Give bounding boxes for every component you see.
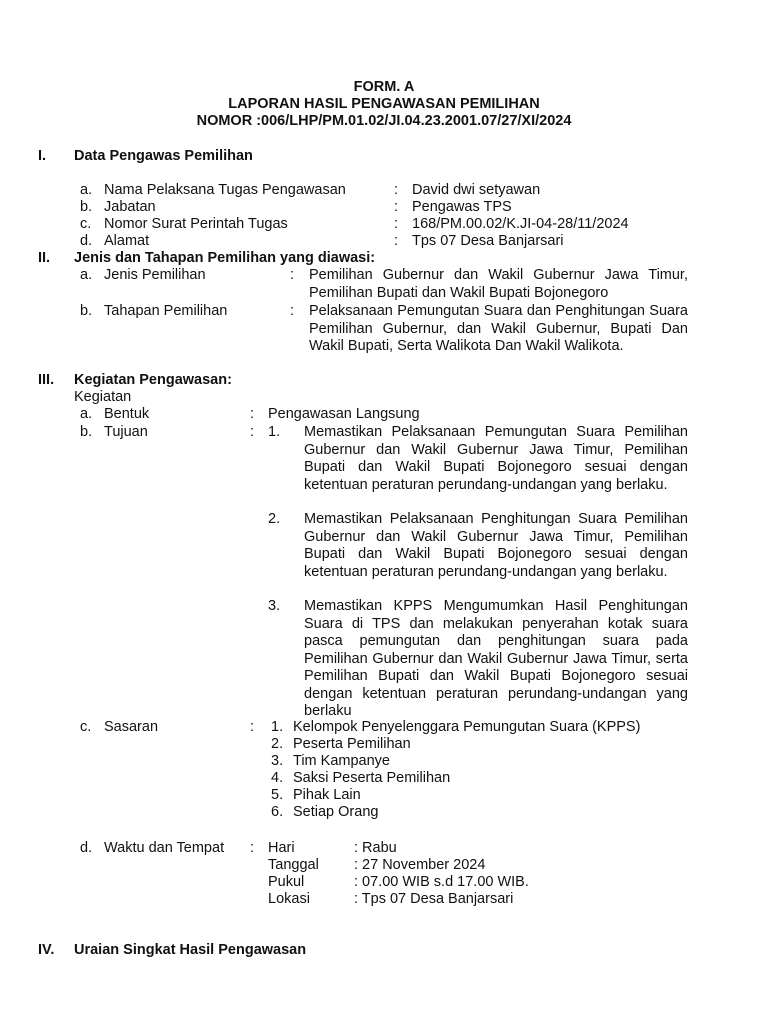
item-colon: : — [394, 233, 399, 249]
tahapan-pemilihan-colon: : — [290, 303, 295, 319]
item-letter: d. — [80, 233, 93, 249]
sasaran-item-number: 1. — [271, 719, 284, 735]
jenis-pemilihan-label: Jenis Pemilihan — [104, 267, 206, 283]
section-4-title: Uraian Singkat Hasil Pengawasan — [74, 942, 307, 958]
jenis-pemilihan-colon: : — [290, 267, 295, 283]
sasaran-item-number: 4. — [271, 770, 284, 786]
item-letter: b. — [80, 199, 93, 215]
item-label: Nomor Surat Perintah Tugas — [104, 216, 288, 232]
item-colon: : — [394, 216, 399, 232]
tahapan-pemilihan-value: Pelaksanaan Pemungutan Suara dan Penghitungan Suara Pemilihan Gubernur, dan Wakil Gubernur, Bupati Dan Wakil Bupati, Serta Walikota Dan Wakil Walikota. — [309, 303, 688, 354]
tujuan-item-text: Memastikan KPPS Mengumumkan Hasil Penghitungan Suara di TPS dan melakukan penyerahan kotak suara pasca pemungutan dan penghitungan suara pada Pemilihan Gubernur dan Wakil Gubernur Jawa Timur, serta Pemilihan Bupati dan Wakil Bupati Bojonegoro sesuai dengan ketentuan peraturan perundang-undangan yang berlaku — [304, 598, 688, 719]
waktu-row-key: Pukul — [268, 874, 305, 890]
item-colon: : — [394, 182, 399, 198]
bentuk-letter: a. — [80, 406, 93, 422]
waktu-row-value: : 07.00 WIB s.d 17.00 WIB. — [354, 874, 529, 890]
tujuan-item-number: 2. — [268, 511, 281, 527]
item-value: 168/PM.00.02/K.JI-04-28/11/2024 — [412, 216, 629, 232]
sasaran-item-number: 3. — [271, 753, 284, 769]
item-label: Nama Pelaksana Tugas Pengawasan — [104, 182, 346, 198]
bentuk-label: Bentuk — [104, 406, 150, 422]
tujuan-letter: b. — [80, 424, 93, 440]
sasaran-item-text: Tim Kampanye — [293, 753, 390, 769]
section-3-subtitle: Kegiatan — [74, 389, 132, 405]
sasaran-item-text: Saksi Peserta Pemilihan — [293, 770, 451, 786]
tujuan-item-text: Memastikan Pelaksanaan Penghitungan Suara Pemilihan Gubernur dan Wakil Gubernur Jawa Timur, Pemilihan Bupati dan Wakil Bupati Bojonegoro sesuai dengan ketentuan peraturan perundang-undangan yang berlaku. — [304, 511, 688, 580]
waktu-letter: d. — [80, 840, 93, 856]
waktu-colon: : — [250, 840, 255, 856]
waktu-row-key: Tanggal — [268, 857, 319, 873]
waktu-row-key: Hari — [268, 840, 295, 856]
sasaran-item-number: 2. — [271, 736, 284, 752]
item-value: Tps 07 Desa Banjarsari — [412, 233, 564, 249]
waktu-row-key: Lokasi — [268, 891, 310, 907]
jenis-pemilihan-letter: a. — [80, 267, 93, 283]
bentuk-colon: : — [250, 406, 255, 422]
item-letter: a. — [80, 182, 93, 198]
waktu-row-value: : 27 November 2024 — [354, 857, 486, 873]
bentuk-value: Pengawasan Langsung — [268, 406, 420, 422]
item-value: David dwi setyawan — [412, 182, 541, 198]
tujuan-item-number: 1. — [268, 424, 281, 440]
item-label: Jabatan — [104, 199, 156, 215]
report-number: NOMOR :006/LHP/PM.01.02/JI.04.23.2001.07/27/XI/2024 — [196, 113, 572, 129]
sasaran-item-text: Setiap Orang — [293, 804, 379, 820]
form-label: FORM. A — [353, 79, 415, 95]
sasaran-item-text: Peserta Pemilihan — [293, 736, 411, 752]
item-value: Pengawas TPS — [412, 199, 512, 215]
item-label: Alamat — [104, 233, 150, 249]
sasaran-item-text: Kelompok Penyelenggara Pemungutan Suara (KPPS) — [293, 719, 641, 735]
sasaran-item-number: 5. — [271, 787, 284, 803]
sasaran-colon: : — [250, 719, 255, 735]
waktu-row-value: : Rabu — [354, 840, 397, 856]
section-3-number: III. — [38, 372, 55, 388]
report-title: LAPORAN HASIL PENGAWASAN PEMILIHAN — [228, 96, 540, 112]
tahapan-pemilihan-label: Tahapan Pemilihan — [104, 303, 228, 319]
item-letter: c. — [80, 216, 92, 232]
item-colon: : — [394, 199, 399, 215]
sasaran-label: Sasaran — [104, 719, 159, 735]
tujuan-colon: : — [250, 424, 255, 440]
section-3-title: Kegiatan Pengawasan: — [74, 372, 232, 388]
section-1-title: Data Pengawas Pemilihan — [74, 148, 253, 164]
sasaran-item-number: 6. — [271, 804, 284, 820]
sasaran-item-text: Pihak Lain — [293, 787, 361, 803]
tujuan-item-text: Memastikan Pelaksanaan Pemungutan Suara Pemilihan Gubernur dan Wakil Gubernur Jawa Timur, Pemilihan Bupati dan Wakil Bupati Bojonegoro sesuai dengan ketentuan peraturan perundang-undangan yang berlaku. — [304, 424, 688, 493]
tahapan-pemilihan-letter: b. — [80, 303, 93, 319]
section-2-title: Jenis dan Tahapan Pemilihan yang diawasi: — [74, 250, 376, 266]
section-2-number: II. — [38, 250, 51, 266]
section-1-number: I. — [38, 148, 47, 164]
tujuan-label: Tujuan — [104, 424, 148, 440]
sasaran-letter: c. — [80, 719, 92, 735]
waktu-label: Waktu dan Tempat — [104, 840, 225, 856]
section-4-number: IV. — [38, 942, 55, 958]
tujuan-item-number: 3. — [268, 598, 281, 614]
waktu-row-value: : Tps 07 Desa Banjarsari — [354, 891, 514, 907]
jenis-pemilihan-value: Pemilihan Gubernur dan Wakil Gubernur Jawa Timur, Pemilihan Bupati dan Wakil Bupati Bojonegoro — [309, 267, 688, 301]
